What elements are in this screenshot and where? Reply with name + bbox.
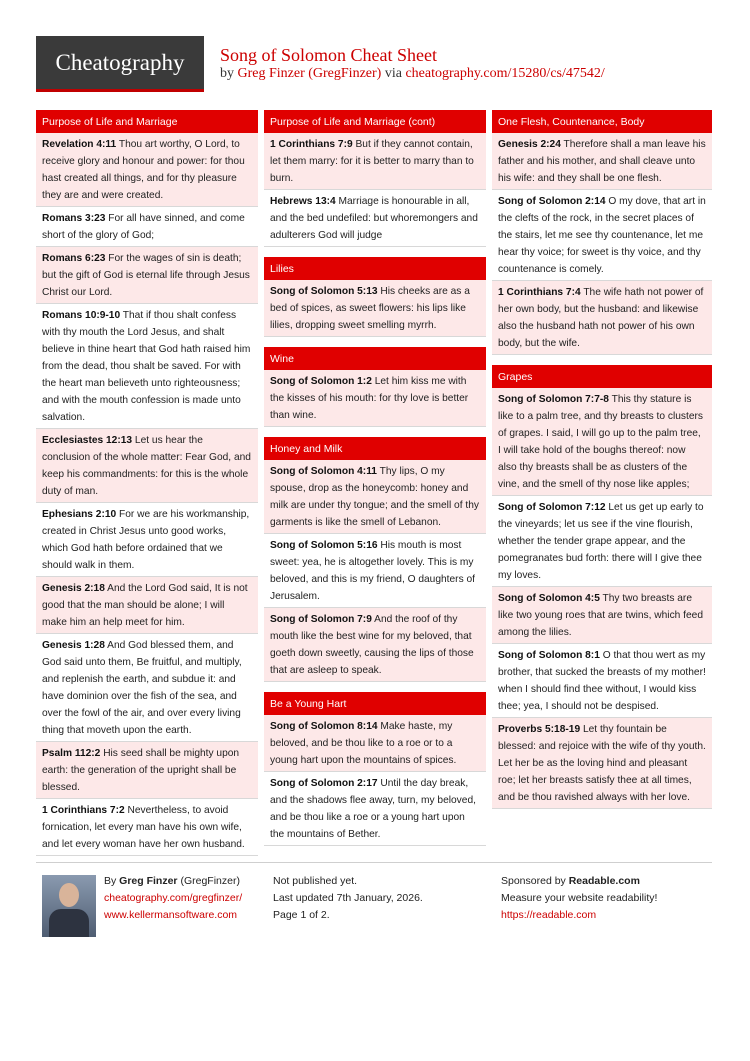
sheet-url-link[interactable]: cheatography.com/15280/cs/47542/	[405, 66, 605, 81]
verse-entry	[492, 587, 712, 644]
verse-entry	[36, 247, 258, 304]
verse-reference: 1 Corinthians 7:9	[270, 139, 353, 150]
page-title: Song of Solomon Cheat Sheet	[220, 45, 437, 65]
byline-prefix: by	[220, 66, 238, 81]
verse-text: Let us hear the conclusion of the whole matter: Fear God, and keep his commandments: for this is the whole duty of man.	[42, 435, 251, 497]
verse-entry	[36, 503, 258, 577]
footer-status	[273, 873, 423, 924]
verse-reference: Song of Solomon 8:14	[270, 721, 378, 732]
verse-reference: Song of Solomon 2:14	[498, 196, 606, 207]
verse-text: Make haste, my beloved, and be thou like to a roe or to a young hart upon the mountains of spices.	[270, 721, 457, 766]
verse-reference: Ephesians 2:10	[42, 509, 117, 520]
verse-reference: Song of Solomon 4:11	[270, 466, 377, 477]
verse-text: His mouth is most sweet: yea, he is altogether lovely. This is my beloved, and this is my friend, O daughters of Jerusalem.	[270, 540, 475, 602]
verse-text: For all have sinned, and come short of the glory of God;	[42, 213, 245, 241]
verse-text: Let thy fountain be blessed: and rejoice with the wife of thy youth. Let her be as the loving hind and pleasant roe; let her breasts satisfy thee at all times, and be thou ravished always with her love.	[498, 724, 706, 803]
author-link[interactable]: Greg Finzer (GregFinzer)	[237, 66, 382, 81]
verse-entry	[36, 207, 258, 247]
section	[264, 110, 486, 247]
verse-entry	[492, 644, 712, 718]
publish-status: Not published yet.	[273, 875, 358, 887]
verse-text: That if thou shalt confess with thy mouth the Lord Jesus, and shalt believe in thine heart that God hath raised him from the dead, thou shalt be saved. For with the heart man believeth unto righteousness; and with the mouth confession is made unto salvation.	[42, 310, 251, 423]
section-heading: Lilies	[264, 257, 486, 280]
verse-reference: Song of Solomon 7:9	[270, 614, 372, 625]
footer-author-handle: (GregFinzer)	[177, 875, 240, 887]
verse-entry	[264, 133, 486, 190]
footer-by-label: By	[104, 875, 120, 887]
verse-text: And the Lord God said, It is not good that the man should be alone; I will make him an help meet for him.	[42, 583, 248, 628]
verse-text: Thy two breasts are like two young roes that are twins, which feed among the lilies.	[498, 593, 703, 638]
verse-entry	[264, 280, 486, 337]
verse-entry	[492, 190, 712, 281]
section-heading: Wine	[264, 347, 486, 370]
section-heading: Purpose of Life and Marriage (cont)	[264, 110, 486, 133]
footer-author-name: Greg Finzer	[119, 875, 178, 887]
verse-reference: Genesis 1:28	[42, 640, 105, 651]
verse-reference: 1 Corinthians 7:2	[42, 805, 125, 816]
section	[492, 110, 712, 355]
verse-entry	[492, 281, 712, 355]
section-body	[264, 280, 486, 337]
byline-via: via	[381, 66, 406, 81]
verse-reference: Revelation 4:11	[42, 139, 117, 150]
verse-entry	[264, 190, 486, 247]
verse-reference: Hebrews 13:4	[270, 196, 336, 207]
sponsor-name: Readable.com	[568, 875, 640, 887]
verse-text: The wife hath not power of her own body, but the husband: and likewise also the husband hath not power of his own body, but the wife.	[498, 287, 704, 349]
footer-author	[104, 873, 242, 924]
verse-entry	[264, 608, 486, 682]
footer-sponsor	[501, 873, 657, 924]
verse-entry	[36, 429, 258, 503]
verse-reference: Song of Solomon 5:16	[270, 540, 378, 551]
page-number: Page 1 of 2.	[273, 909, 330, 921]
section-body	[264, 133, 486, 247]
section-body	[492, 388, 712, 809]
verse-text: Thou art worthy, O Lord, to receive glory and honour and power: for thou hast created all things, and for thy pleasure they are and were created.	[42, 139, 245, 201]
verse-text: Let us get up early to the vineyards; let us see if the vine flourish, whether the tender grape appear, and the pomegranates bud forth: there will I give thee my loves.	[498, 502, 704, 581]
section-body	[492, 133, 712, 355]
verse-text: Let him kiss me with the kisses of his mouth: for thy love is better than wine.	[270, 376, 469, 421]
verse-entry	[492, 496, 712, 587]
sponsor-tagline: Measure your website readability!	[501, 892, 658, 904]
verse-text: This thy stature is like to a palm tree, and thy breasts to clusters of grapes. I said, I will go up to the palm tree, I will take hold of the boughs thereof: now also thy breasts shall be as clusters of the vine, and the smell of thy nose like apples;	[498, 394, 703, 490]
section	[492, 365, 712, 809]
section-body	[264, 370, 486, 427]
verse-reference: Genesis 2:18	[42, 583, 105, 594]
section-heading: Be a Young Hart	[264, 692, 486, 715]
verse-text: But if they cannot contain, let them marry: for it is better to marry than to burn.	[270, 139, 474, 184]
sponsor-link[interactable]: https://readable.com	[501, 909, 597, 921]
verse-text: Nevertheless, to avoid fornication, let every man have his own wife, and let every woman have her own husband.	[42, 805, 245, 850]
verse-entry	[492, 388, 712, 496]
verse-reference: Song of Solomon 7:7-8	[498, 394, 609, 405]
section-heading: Honey and Milk	[264, 437, 486, 460]
section-body	[264, 460, 486, 682]
verse-text: Therefore shall a man leave his father and his mother, and shall cleave unto his wife: and they shall be one flesh.	[498, 139, 706, 184]
verse-text: O my dove, that art in the clefts of the rock, in the secret places of the stairs, let me see thy countenance, let me hear thy voice; for sweet is thy voice, and thy countenance is comely.	[498, 196, 706, 275]
verse-reference: Romans 10:9-10	[42, 310, 121, 321]
verse-reference: Song of Solomon 5:13	[270, 286, 378, 297]
verse-entry	[264, 772, 486, 846]
footer	[36, 862, 712, 921]
verse-reference: Romans 6:23	[42, 253, 106, 264]
verse-entry	[36, 799, 258, 856]
verse-text: Until the day break, and the shadows flee away, turn, my beloved, and be thou like a roe or a young hart upon the mountains of Bether.	[270, 778, 476, 840]
section-heading: One Flesh, Countenance, Body	[492, 110, 712, 133]
verse-entry	[36, 577, 258, 634]
section-body	[36, 133, 258, 856]
verse-text: And the roof of thy mouth like the best wine for my beloved, that goeth down sweetly, causing the lips of those that are asleep to speak.	[270, 614, 474, 676]
section	[264, 692, 486, 846]
verse-entry	[264, 715, 486, 772]
verse-entry	[36, 742, 258, 799]
verse-entry	[264, 370, 486, 427]
sponsor-prefix: Sponsored by	[501, 875, 569, 887]
section-heading: Purpose of Life and Marriage	[36, 110, 258, 133]
column-3	[492, 110, 712, 819]
verse-entry	[36, 304, 258, 429]
verse-reference: Romans 3:23	[42, 213, 106, 224]
column-2	[264, 110, 486, 856]
verse-reference: Song of Solomon 2:17	[270, 778, 378, 789]
verse-entry	[264, 460, 486, 534]
verse-text: Thy lips, O my spouse, drop as the honeycomb: honey and milk are under thy tongue; and the smell of thy garments is like the smell of Lebanon.	[270, 466, 479, 528]
verse-entry	[492, 133, 712, 190]
cheatography-logo[interactable]: Cheatography	[36, 36, 204, 92]
verse-entry	[36, 133, 258, 207]
verse-reference: Song of Solomon 1:2	[270, 376, 372, 387]
section-body	[264, 715, 486, 846]
column-1	[36, 110, 258, 866]
section	[264, 257, 486, 337]
verse-text: Marriage is honourable in all, and the bed undefiled: but whoremongers and adulterers God will judge	[270, 196, 478, 241]
byline	[220, 66, 605, 82]
section	[36, 110, 258, 856]
verse-text: For the wages of sin is death; but the gift of God is eternal life through Jesus Christ our Lord.	[42, 253, 250, 298]
footer-author-link[interactable]: cheatography.com/gregfinzer/	[104, 892, 243, 904]
verse-text: And God blessed them, and God said unto them, Be fruitful, and multiply, and replenish the earth, and subdue it: and have dominion over the fish of the sea, and over the fowl of the air, and over every living thing that moveth upon the earth.	[42, 640, 242, 736]
footer-author-site[interactable]: www.kellermansoftware.com	[104, 909, 238, 921]
author-avatar	[42, 875, 96, 937]
verse-text: His seed shall be mighty upon earth: the generation of the upright shall be blessed.	[42, 748, 240, 793]
last-updated: Last updated 7th January, 2026.	[273, 892, 423, 904]
verse-text: For we are his workmanship, created in Christ Jesus unto good works, which God hath before ordained that we should walk in them.	[42, 509, 250, 571]
section	[264, 347, 486, 427]
verse-text: His cheeks are as a bed of spices, as sweet flowers: his lips like lilies, dropping sweet smelling myrrh.	[270, 286, 470, 331]
verse-reference: Genesis 2:24	[498, 139, 561, 150]
verse-text: O that thou wert as my brother, that sucked the breasts of my mother! when I should find thee without, I would kiss thee; yea, I should not be despised.	[498, 650, 706, 712]
verse-entry	[264, 534, 486, 608]
verse-reference: Proverbs 5:18-19	[498, 724, 581, 735]
section	[264, 437, 486, 682]
verse-entry	[492, 718, 712, 809]
verse-reference: Psalm 112:2	[42, 748, 101, 759]
verse-reference: 1 Corinthians 7:4	[498, 287, 581, 298]
verse-entry	[36, 634, 258, 742]
verse-reference: Song of Solomon 4:5	[498, 593, 600, 604]
verse-reference: Song of Solomon 7:12	[498, 502, 606, 513]
verse-reference: Ecclesiastes 12:13	[42, 435, 133, 446]
verse-reference: Song of Solomon 8:1	[498, 650, 600, 661]
section-heading: Grapes	[492, 365, 712, 388]
